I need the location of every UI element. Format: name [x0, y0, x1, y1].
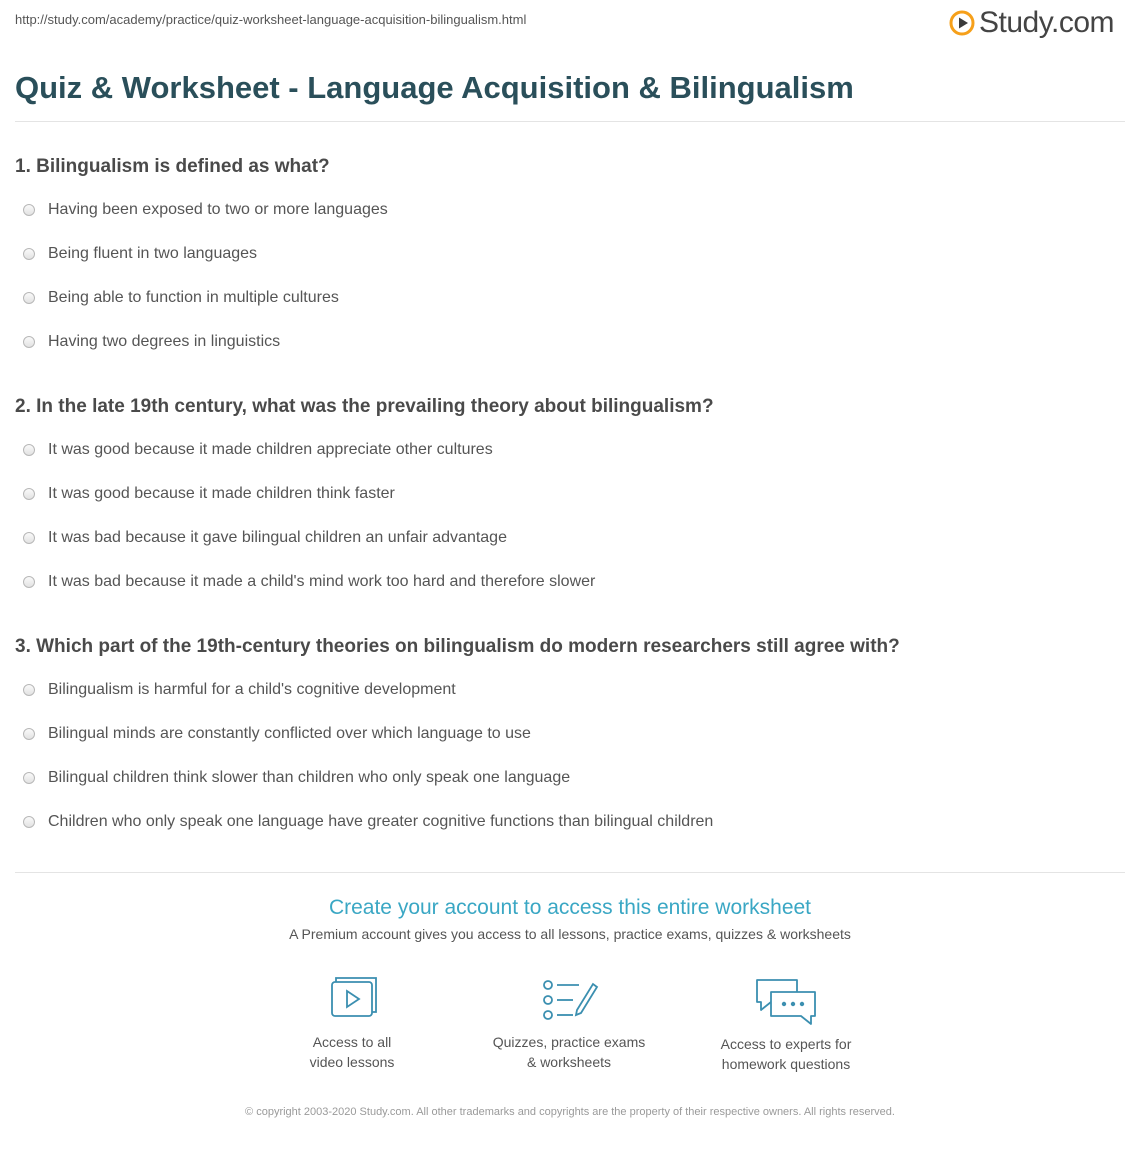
answer-text: It was bad because it gave bilingual children an unfair advantage [48, 529, 507, 546]
answer-text: Being able to function in multiple cultures [48, 289, 339, 306]
radio-button[interactable] [23, 772, 35, 784]
answer-text: Being fluent in two languages [48, 245, 258, 262]
logo-text: Study.com [979, 6, 1114, 39]
answer-text: Having been exposed to two or more languages [48, 201, 388, 218]
feature-label: Quizzes, practice exams & worksheets [492, 1034, 646, 1070]
feature-label: Access to all video lessons [309, 1034, 395, 1070]
feature-label: Access to experts for homework questions [720, 1036, 852, 1072]
feature-experts [696, 976, 876, 1074]
radio-button[interactable] [23, 684, 35, 696]
copyright-text: © copyright 2003-2020 Study.com. All other trademarks and copyrights are the property of their respective owners. All rights reserved. [245, 1106, 895, 1118]
play-circle-icon [949, 10, 975, 36]
radio-button[interactable] [23, 816, 35, 828]
radio-button[interactable] [23, 292, 35, 304]
question-2: 2. In the late 19th century, what was the prevailing theory about bilingualism? [15, 396, 714, 417]
answer-text: It was good because it made children appreciate other cultures [48, 441, 493, 458]
question-3: 3. Which part of the 19th-century theories on bilingualism do modern researchers still agree with? [15, 636, 900, 657]
answer-option[interactable] [23, 725, 531, 743]
premium-description: A Premium account gives you access to all lessons, practice exams, quizzes & worksheets [289, 926, 851, 942]
radio-button[interactable] [23, 728, 35, 740]
radio-button[interactable] [23, 248, 35, 260]
radio-button[interactable] [23, 336, 35, 348]
page-url: http://study.com/academy/practice/quiz-worksheet-language-acquisition-bilingualism.html [15, 12, 527, 27]
answer-text: It was bad because it made a child's mind work too hard and therefore slower [48, 573, 596, 590]
answer-option[interactable] [23, 245, 257, 263]
answer-text: Children who only speak one language have greater cognitive functions than bilingual children [48, 813, 714, 830]
answer-option[interactable] [23, 201, 388, 219]
answer-option[interactable] [23, 529, 507, 547]
answer-option[interactable] [23, 333, 280, 351]
answer-option[interactable] [23, 573, 595, 591]
question-1: 1. Bilingualism is defined as what? [15, 156, 330, 177]
radio-button[interactable] [23, 488, 35, 500]
radio-button[interactable] [23, 576, 35, 588]
title-divider [15, 121, 1125, 122]
answer-option[interactable] [23, 441, 493, 459]
answer-option[interactable] [23, 681, 456, 699]
quiz-checklist-icon [539, 976, 599, 1026]
answer-text: Bilingual children think slower than children who only speak one language [48, 769, 571, 786]
chat-bubbles-icon [753, 976, 819, 1028]
answer-text: Having two degrees in linguistics [48, 333, 281, 350]
answer-option[interactable] [23, 769, 570, 787]
create-account-link[interactable]: Create your account to access this entire worksheet [328, 896, 812, 919]
video-lessons-icon [324, 976, 380, 1026]
answer-text: Bilingualism is harmful for a child's cognitive development [48, 681, 456, 698]
answer-option[interactable] [23, 289, 339, 307]
radio-button[interactable] [23, 444, 35, 456]
answer-text: Bilingual minds are constantly conflicted over which language to use [48, 725, 531, 742]
radio-button[interactable] [23, 532, 35, 544]
page-title: Quiz & Worksheet - Language Acquisition & Bilingualism [15, 70, 854, 105]
feature-video-lessons [262, 976, 442, 1072]
section-divider [15, 872, 1125, 873]
answer-option[interactable] [23, 485, 395, 503]
answer-text: It was good because it made children think faster [48, 485, 395, 502]
study-logo[interactable] [949, 6, 1114, 40]
feature-quizzes [479, 976, 659, 1072]
answer-option[interactable] [23, 813, 713, 831]
radio-button[interactable] [23, 204, 35, 216]
